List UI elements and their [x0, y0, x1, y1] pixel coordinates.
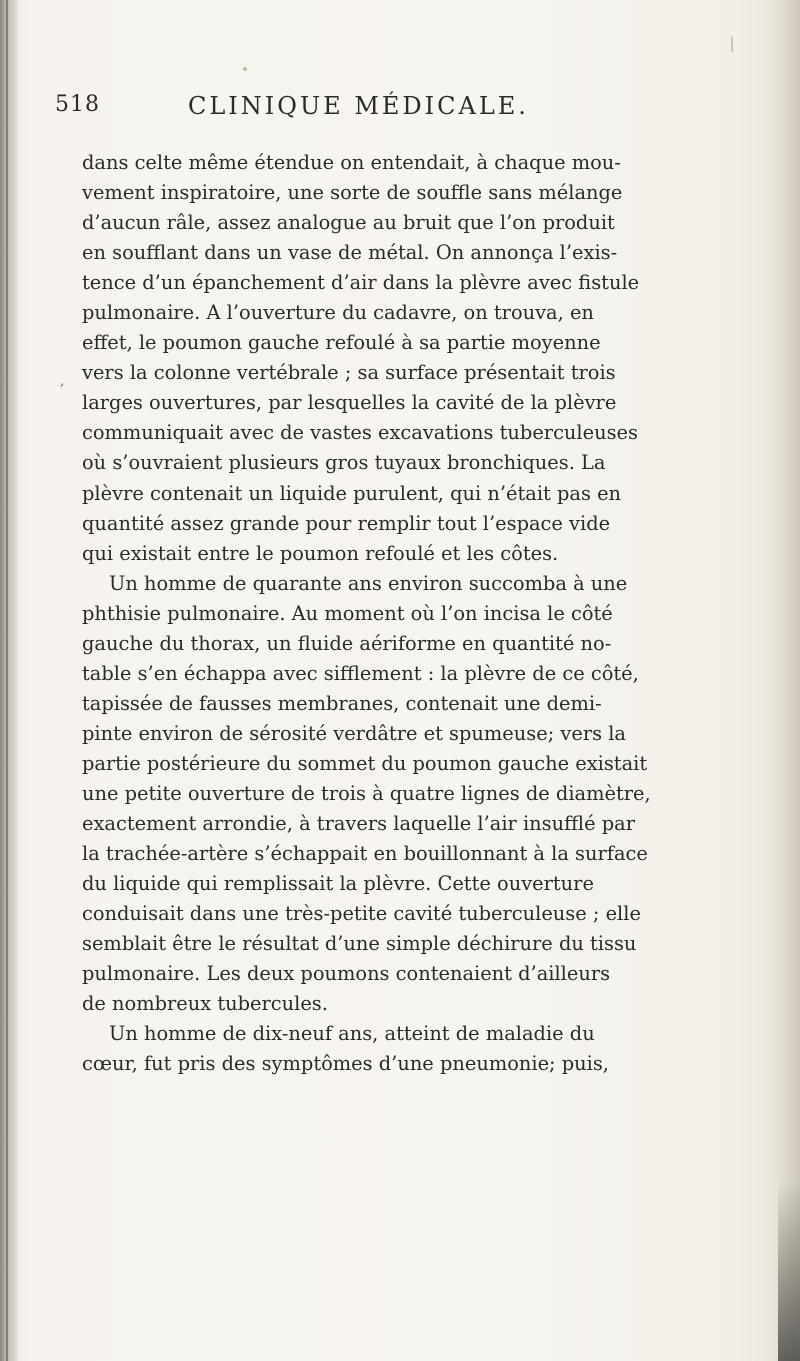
text-line: semblait être le résultat d’une simple déchirure du tissu: [82, 932, 637, 956]
text-line: gauche du thorax, un fluide aériforme en quantité no-: [82, 631, 612, 655]
text-line: communiquait avec de vastes excavations tuberculeuses: [82, 421, 638, 445]
margin-mark: ,: [60, 373, 65, 389]
text-line: la trachée-artère s’échappait en bouillonnant à la surface: [82, 842, 648, 866]
text-line: d’aucun râle, assez analogue au bruit que l’on produit: [82, 211, 615, 235]
text-line: dans celte même étendue on entendait, à chaque mou-: [82, 151, 621, 174]
text-line: Un homme de dix-neuf ans, atteint de maladie du: [109, 1022, 595, 1046]
text-line: Un homme de quarante ans environ succomba à une: [109, 571, 628, 595]
text-line: tence d’un épanchement d’air dans la plèvre avec fistule: [82, 271, 640, 295]
text-line: exactement arrondie, à travers laquelle l’air insufflé par: [82, 812, 635, 836]
text-line: cœur, fut pris des symptômes d’une pneumonie; puis,: [82, 1052, 609, 1076]
text-line: quantité assez grande pour remplir tout l’espace vide: [82, 511, 611, 535]
page-number: 518: [55, 92, 100, 117]
book-binding-edge: [0, 0, 18, 1361]
paper-mark: /: [725, 33, 739, 56]
running-title: CLINIQUE MÉDICALE.: [188, 92, 529, 120]
text-line: de nombreux tubercules.: [82, 992, 328, 1016]
text-line: vers la colonne vertébrale ; sa surface présentait trois: [82, 361, 616, 385]
body-text: [82, 148, 694, 1079]
page-header: [55, 92, 695, 132]
page-corner-shadow: [778, 1180, 800, 1361]
text-line: vement inspiratoire, une sorte de souffle sans mélange: [82, 181, 623, 205]
text-line: en soufflant dans un vase de métal. On annonça l’exis-: [82, 241, 618, 265]
text-line: du liquide qui remplissait la plèvre. Cette ouverture: [82, 872, 594, 896]
text-line: phthisie pulmonaire. Au moment où l’on incisa le côté: [82, 601, 613, 625]
text-line: table s’en échappa avec sifflement : la plèvre de ce côté,: [82, 661, 639, 685]
text-line: qui existait entre le poumon refoulé et les côtes.: [82, 541, 559, 565]
text-line: une petite ouverture de trois à quatre lignes de diamètre,: [82, 781, 651, 805]
paper-speck: [243, 67, 247, 71]
text-line: partie postérieure du sommet du poumon gauche existait: [82, 751, 648, 775]
text-line: effet, le poumon gauche refoulé à sa partie moyenne: [82, 331, 601, 355]
text-line: tapissée de fausses membranes, contenait une demi-: [82, 691, 602, 715]
text-line: plèvre contenait un liquide purulent, qui n’était pas en: [82, 481, 622, 505]
text-line: larges ouvertures, par lesquelles la cavité de la plèvre: [82, 391, 617, 415]
text-line: pinte environ de sérosité verdâtre et spumeuse; vers la: [82, 721, 626, 745]
text-line: où s’ouvraient plusieurs gros tuyaux bronchiques. La: [82, 451, 606, 475]
text-line: conduisait dans une très-petite cavité tuberculeuse ; elle: [82, 902, 641, 926]
text-line: pulmonaire. A l’ouverture du cadavre, on trouva, en: [82, 301, 594, 325]
text-line: pulmonaire. Les deux poumons contenaient d’ailleurs: [82, 962, 611, 986]
page-right-edge: [766, 0, 800, 1361]
